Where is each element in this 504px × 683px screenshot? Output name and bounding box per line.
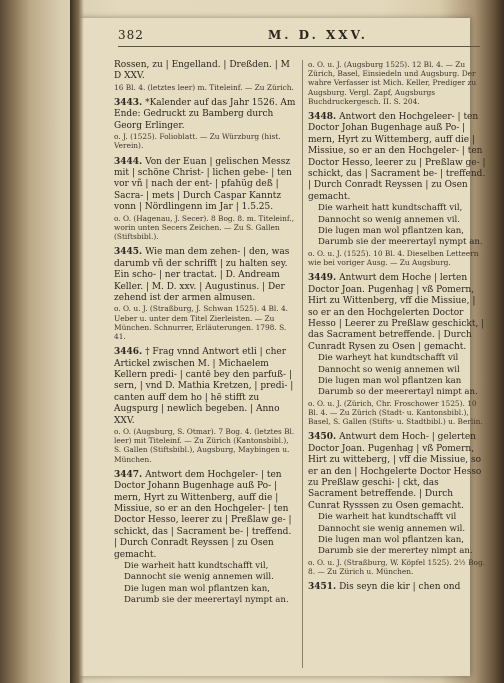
motto-verse-line: Die warheit hatt kundtschafft vil, bbox=[318, 203, 463, 214]
motto-verse-line: Die warheit hat kundtschafft vil bbox=[318, 512, 457, 523]
page-number: 382 bbox=[118, 28, 144, 42]
motto-verse-line: Die warheit hatt kundtschafft vil, bbox=[124, 561, 269, 572]
motto-verse-line: Darumb sie der merertey nimpt an. bbox=[318, 546, 473, 557]
entry-annotation: o. O. u. J. (Zürich, Chr. Froschower 1525). 10 Bl. 4. — Zu Zürich (Stadt- u. Kantonsbibl.), Basel, S. Gallen (Stifts- u. Stadtbibl.) u. Berlin. bbox=[308, 398, 483, 427]
bibliography-entry bbox=[114, 247, 296, 341]
entry-title bbox=[308, 582, 486, 593]
page-header bbox=[118, 28, 480, 48]
motto-verse-line: Die lugen man wol pflantzen kan, bbox=[318, 535, 464, 546]
motto-verse-line: Die lugen man wol pflantzen kan, bbox=[318, 226, 464, 237]
entry-number: 3450. bbox=[308, 432, 337, 443]
bibliography-entry bbox=[114, 157, 296, 242]
entry-number: 3447. bbox=[114, 469, 143, 480]
entry-title-text: † Frag vnnd Antwort etli | cher Artickel zwischen M. | Michaelem Kellern predi- | cantē bey den parfuß- | sern, | vnd D. Mathia Kretzen, | predi- | canten auff dem ho | hē stifft zu Augspurg | newlich begeben. | Anno XXV. bbox=[114, 347, 294, 426]
bibliography-entry bbox=[308, 273, 486, 426]
entry-annotation: o. J. (1525). Folioblatt. — Zu Würzburg (hist. Verein). bbox=[114, 132, 281, 151]
entry-number: 3449. bbox=[308, 273, 337, 284]
entry-annotation: o. O. u. J. (Straßburg, W. Köpfel 1525). 2½ Bog. 8. — Zu Zürich u. München. bbox=[308, 557, 486, 577]
entry-title bbox=[114, 157, 296, 214]
entry-title-text: Antwurt dem Hoche | lerten Doctor Joan. Pugenhag | vß Pomern, Hirt zu Wittenberg, vff die Missiue, | so er an den Hochgelerten Doctor Hesso | Leerer zu Preßlaw geschickt, | das Sacrament betreffende. | Durch Cunradt Rysen zu Osen | gemacht. bbox=[308, 273, 485, 352]
motto-verse-line: Dannocht sie wenig annemen wil. bbox=[318, 523, 466, 534]
running-head: M. D. XXV. bbox=[268, 28, 368, 42]
entry-annotation: 16 Bl. 4. (letztes leer) m. Titeleinf. — Zu Zürich. bbox=[114, 82, 294, 92]
right-column bbox=[308, 60, 486, 600]
entry-annotation: o. O. (Hagenau, J. Secer). 8 Bog. 8. m. Titeleinf., worin unten Secers Zeichen. — Zu S. Gallen (Stiftsbibl.). bbox=[114, 213, 295, 242]
entry-number: 3444. bbox=[114, 156, 143, 167]
bibliography-entry bbox=[308, 60, 486, 106]
bibliography-entry bbox=[114, 470, 296, 607]
book-gutter bbox=[70, 0, 84, 683]
entry-number: 3445. bbox=[114, 247, 143, 258]
entry-title bbox=[308, 112, 486, 203]
entry-title bbox=[308, 432, 486, 512]
entry-title-text: Antwurt dem Hoch- | gelerten Doctor Joan. Pugenhag | vß Pomern, Hirt zu witteberg, | vff die Missiue, so er an den | Hochgelerte Doctor Hesso zu Preßlaw geschi- | ckt, das Sacrament betreffende. | Durch Cunrat Rysssen zu Osen gemacht. bbox=[308, 432, 482, 511]
entry-annotation: o. O. u. J. (1525). 10 Bl. 4. Dieselben Letteern wie bei voriger Ausg. — Zu Augsburg. bbox=[308, 248, 479, 268]
column-divider bbox=[302, 60, 303, 668]
entry-title-text: Wie man dem zehen- | den, was darumb vñ der schrifft | zu halten sey. Ein scho- | ner tractat. | D. Andream Keller. | M. D. xxv. | Augustinus. | Der zehend ist der armen almusen. bbox=[114, 247, 290, 303]
entry-number: 3451. bbox=[308, 582, 337, 593]
motto-verse-line: Darumb sie der meerertayl nympt an. bbox=[124, 595, 289, 606]
motto-verse-line: Dannocht so wenig annemen wil bbox=[318, 364, 460, 375]
motto-verse-line: Dannocht so wenig annemen vil. bbox=[318, 214, 460, 225]
bibliography-entry bbox=[308, 432, 486, 576]
entry-title bbox=[114, 60, 296, 83]
entry-number: 3448. bbox=[308, 112, 337, 123]
bibliography-entry bbox=[114, 98, 296, 151]
entry-title-text: Rossen, zu | Engelland. | Dreßden. | M D XXV. bbox=[114, 60, 290, 82]
left-column bbox=[114, 60, 296, 613]
entry-number: 3446. bbox=[114, 347, 143, 358]
entry-title-text: Von der Euan | gelischen Messz mit | schöne Christ- | lichen gebe- | ten vor vñ | nach der ent- | pfahüg deß | Sacra- | mets | Durch Caspar Kanntz vonn | Nördlingenn im Jar | 1.5.25. bbox=[114, 156, 292, 213]
motto-verse-line: Die warheyt hat kundtschafft vil bbox=[318, 353, 459, 364]
entry-title-text: *Kalender auf das Jahr 1526. Am Ende: Gedruckt zu Bamberg durch Georg Erlinger. bbox=[114, 98, 296, 131]
header-rule bbox=[118, 46, 480, 47]
bibliography-entry bbox=[308, 582, 486, 593]
motto-verse-line: Dannocht sie wenig annemen will. bbox=[124, 572, 274, 583]
entry-title bbox=[308, 273, 486, 353]
motto-verse-line: Die lugen man wol pflantzen kan bbox=[318, 375, 462, 386]
bibliography-entry bbox=[308, 112, 486, 267]
entry-annotation: o. O. u. J. (Augsburg 1525). 12 Bl. 4. — Zu Zürich, Basel, Einsiedeln und Augsburg. Der wahre Verfasser ist Mich. Keller, Prediger zu Augsburg. Vergl. Zapf, Augsburgs Buchdruckergesch. II. S. 204. bbox=[308, 60, 477, 106]
entry-title bbox=[114, 347, 296, 427]
entry-number: 3443. bbox=[114, 98, 143, 109]
entry-title bbox=[114, 98, 296, 132]
entry-title-text: Antwort den Hochgeleer- | ten Doctor Johan Bugenhage auß Po- | mern, Hyrt zu Wittemberg, auff die | Missiue, so er an den Hochgeler- | ten Doctor Hesso, leerer zu | Preßlaw ge- | schickt, das | Sacrament be- | treffend. | Durch Conradt Reyssen | zu Osen gemacht. bbox=[308, 112, 486, 202]
bibliography-entry bbox=[114, 60, 296, 92]
motto-verse-line: Darumb so der meerertayl nimpt an. bbox=[318, 387, 478, 398]
motto-verse-line: Darumb sie der meerertayl nympt an. bbox=[318, 237, 483, 248]
motto-verse-line: Die lugen man wol pflantzen kan, bbox=[124, 583, 270, 594]
entry-title-text: Dis seyn die kir | chen ond bbox=[339, 582, 461, 593]
entry-title-text: Antwort dem Hochgeler- | ten Doctor Johann Bugenhage auß Po- | mern, Hyrt zu Wittenberg, auff die | Missiue, so er an den Hochgeler- | ten Doctor Hesso, leerer zu | Preßlaw ge- | schickt, das | Sacrament be- | treffend. | Durch Conradt Reyssen | zu Osen gemacht. bbox=[114, 469, 292, 560]
entry-annotation: o. O. (Augsburg, S. Otmar). 7 Bog. 4. (letztes Bl. leer) mit Titeleinf. — Zu Zürich (Kantonsbibl.), S. Gallen (Stiftsbibl.), Augsburg, Maybingen u. München. bbox=[114, 426, 295, 464]
entry-title bbox=[114, 247, 296, 304]
entry-annotation: o. O. u. J. (Straßburg, J. Schwan 1525). 4 Bl. 4. Ueber u. unter dem Titel Zierleisten. — Zu München. Schnurrer, Erläuterungen. 1798. S. 41. bbox=[114, 304, 289, 341]
bibliography-entry bbox=[114, 347, 296, 464]
entry-title bbox=[114, 470, 296, 561]
